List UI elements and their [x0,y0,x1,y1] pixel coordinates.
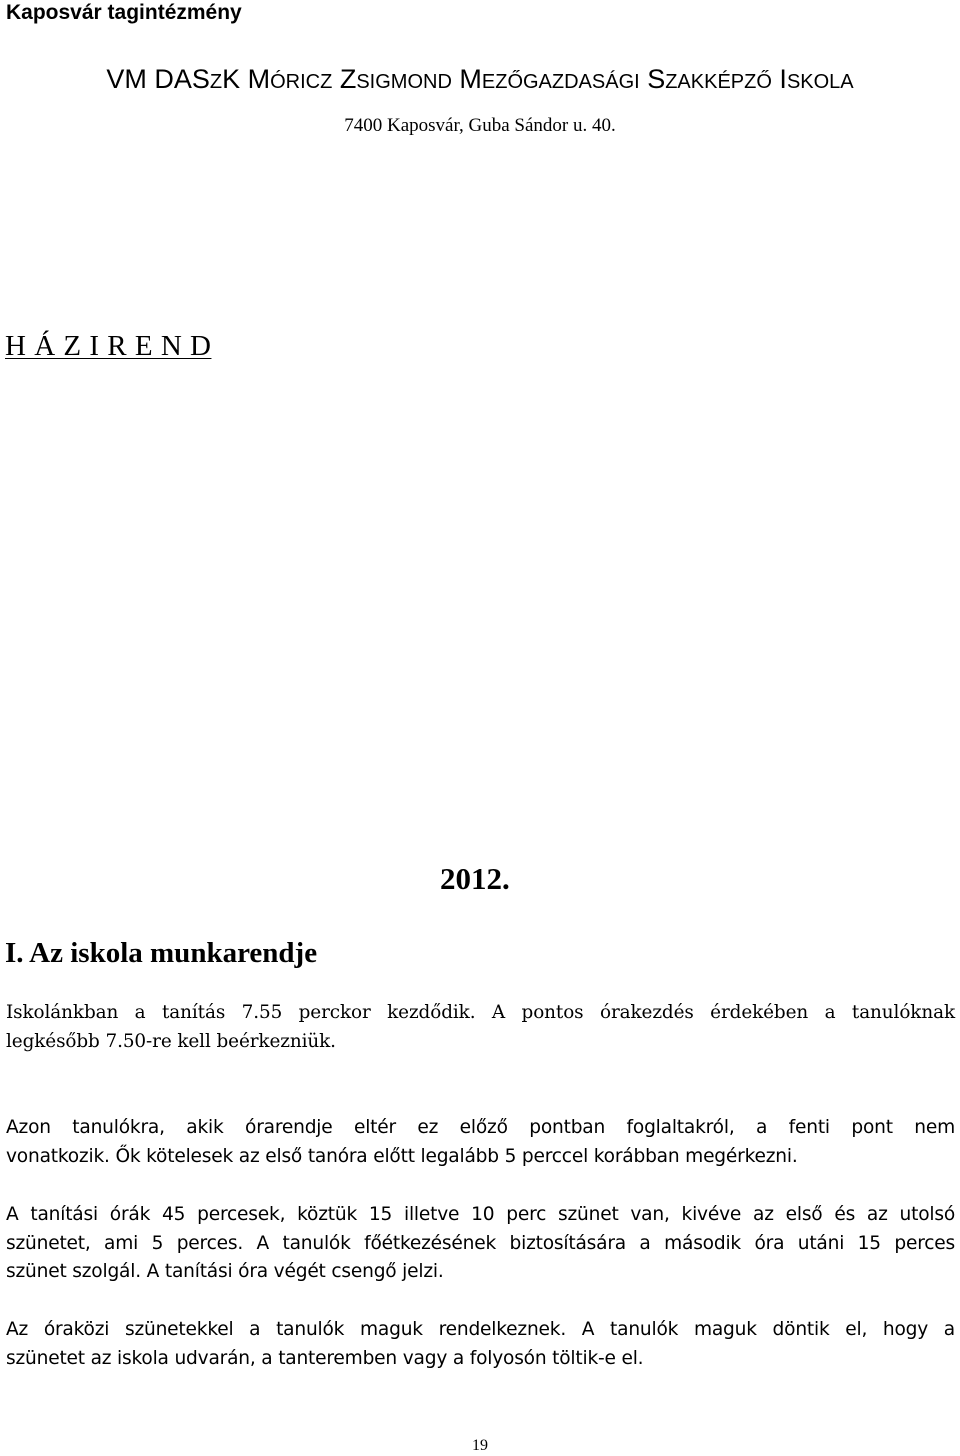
page-number: 19 [472,1437,488,1454]
paragraph-line: szünetet az iskola udvarán, a tanteremben vagy a folyosón töltik-e el. [6,1347,644,1369]
school-address: 7400 Kaposvár, Guba Sándor u. 40. [344,115,616,136]
paragraph-line: szünetet, ami 5 perces. A tanulók főétkezésének biztosítására a második óra utáni 15 perces [6,1232,955,1254]
section-heading: I. Az iskola munkarendje [5,937,318,969]
organization-line: Kaposvár tagintézmény [6,1,242,24]
paragraph-line: legkésőbb 7.50-re kell beérkezniük. [6,1030,336,1052]
paragraph-line: szünet szolgál. A tanítási óra végét csengő jelzi. [6,1261,444,1282]
paragraph-line: Azon tanulókra, akik órarendje eltér ez előző pontban foglaltakról, a fenti pont nem [6,1117,955,1138]
paragraph-line: Iskolánkban a tanítás 7.55 perckor kezdődik. A pontos órakezdés érdekében a tanulóknak [6,1002,955,1023]
document-title: H Á Z I R E N D [5,330,212,362]
paragraph-start-time [6,999,955,1056]
paragraph-lesson-length [6,1201,955,1287]
paragraph-breaks [6,1316,955,1373]
paragraph-line: Az óraközi szünetekkel a tanulók maguk rendelkeznek. A tanulók maguk döntik el, hogy a [6,1319,955,1340]
paragraph-line: vonatkozik. Ők kötelesek az első tanóra előtt legalább 5 perccel korábban megérkezni. [6,1145,798,1167]
school-name: VM DASZK MÓRICZ ZSIGMOND MEZŐGAZDASÁGI SZAKKÉPZŐ ISKOLA [106,64,854,94]
document-year: 2012. [440,861,510,896]
paragraph-line: A tanítási órák 45 percesek, köztük 15 illetve 10 perc szünet van, kivéve az első és az utolsó [6,1204,955,1225]
paragraph-timetable-exception [6,1114,955,1171]
